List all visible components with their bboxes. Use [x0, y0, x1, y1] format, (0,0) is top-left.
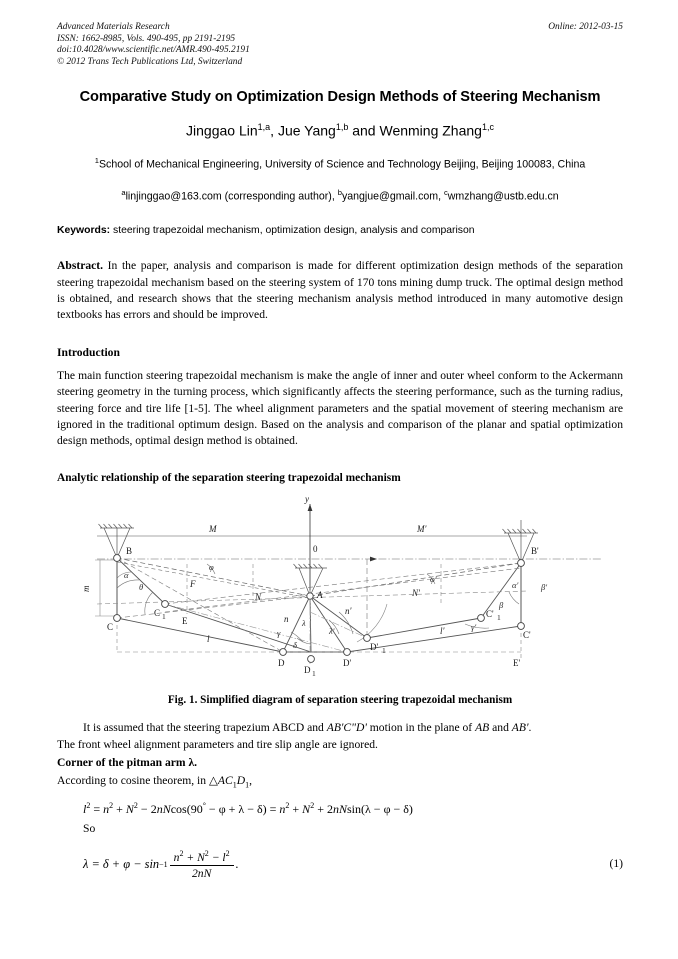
label-B: B	[126, 545, 133, 556]
eq-plus2: +	[289, 802, 303, 817]
steering-mechanism-diagram	[57, 492, 623, 688]
label-alpha-prime: α'	[512, 579, 519, 590]
author-two-sup: 1,b	[335, 122, 349, 133]
affiliation-sup: 1	[94, 156, 99, 166]
eq1-num-plus: +	[183, 851, 198, 865]
label-y-axis: y	[305, 493, 309, 504]
email-sup-a: a	[121, 187, 126, 197]
corner-heading: Corner of the pitman arm λ.	[57, 755, 198, 769]
equation-1-row	[57, 845, 623, 885]
assumption-italic-2: AB	[475, 720, 490, 734]
eq-t3: nN	[156, 802, 171, 817]
equation-cosine	[57, 797, 623, 818]
eq-t4-sup: 2	[285, 801, 290, 811]
author-one: Jinggao Lin	[186, 123, 258, 140]
eq1-period: .	[235, 857, 239, 872]
analytic-heading: Analytic relationship of the separation steering trapezoidal mechanism	[57, 471, 401, 484]
eq-t4: n	[279, 802, 286, 817]
so-label: So	[83, 822, 96, 836]
eq-plus1: +	[113, 802, 126, 817]
journal-doi: doi:10.4028/www.scientific.net/AMR.490-495.2191	[57, 45, 250, 56]
label-D1: D	[304, 664, 311, 675]
eq1-num-N-sup: 2	[204, 849, 209, 859]
eq-plus3: + 2	[314, 802, 333, 817]
label-E-prime: E'	[513, 657, 521, 668]
label-beta: β	[499, 599, 504, 610]
label-C1-sub: 1	[162, 611, 166, 621]
assumption-paragraph	[57, 720, 623, 737]
figure-caption: Fig. 1. Simplified diagram of separation steering trapezoidal mechanism	[167, 693, 513, 706]
eq-t2: N	[125, 802, 134, 817]
label-M-prime: M'	[417, 523, 427, 534]
page-content	[57, 22, 623, 885]
figure-1	[57, 492, 623, 688]
label-C1-prime: C'	[486, 608, 494, 619]
label-delta: δ	[293, 639, 297, 650]
author-one-sup: 1,a	[257, 122, 271, 133]
eq-equals: =	[90, 802, 104, 817]
journal-copyright: © 2012 Trans Tech Publications Ltd, Switzerland	[57, 56, 243, 67]
cosine-triangle-sub: 1	[232, 779, 237, 789]
eq-inner1: − φ + λ − δ) =	[205, 802, 280, 817]
journal-header	[57, 22, 623, 68]
assumption-pre: It is assumed that the steering trapezium ABCD and	[83, 720, 327, 734]
affiliation	[57, 153, 623, 173]
author-sep-two: and Wenming Zhang	[348, 123, 482, 140]
label-alpha: α	[124, 569, 129, 580]
email-sup-c: c	[443, 187, 448, 197]
assumption-mid: motion in the plane of	[366, 720, 476, 734]
eq1-num-N: N	[197, 851, 205, 865]
label-A: A	[317, 589, 323, 600]
diagram-labels	[81, 494, 547, 678]
label-lambda-prime: λ'	[329, 625, 335, 636]
label-N: N	[255, 591, 262, 602]
label-origin: 0	[313, 543, 318, 554]
cosine-triangle: △AC	[208, 773, 233, 787]
eq-sin: sin(λ − φ − δ)	[346, 802, 413, 817]
eq-minus1: − 2	[137, 802, 157, 817]
eq-t5: N	[302, 802, 311, 817]
email-b: yangjue@gmail.com,	[341, 190, 444, 203]
assumption-line-two: The front wheel alignment parameters and tire slip angle are ignored.	[57, 738, 378, 752]
label-theta: θ	[139, 581, 144, 592]
equation-1-number: (1)	[609, 857, 623, 871]
label-gamma: γ	[277, 627, 281, 638]
introduction-heading: Introduction	[57, 345, 120, 359]
label-phi: φ	[209, 561, 214, 572]
eq1-denominator: 2nN	[191, 867, 212, 881]
cosine-intro-text: According to cosine theorem, in	[57, 773, 209, 787]
equation-1-math	[83, 849, 239, 880]
label-l-prime: l'	[440, 625, 445, 636]
label-C-prime: C'	[523, 629, 531, 640]
eq1-num-minus: −	[208, 851, 223, 865]
eq-t1-sup: 2	[109, 801, 114, 811]
author-emails	[57, 185, 623, 205]
cosine-triangle-end: ,	[249, 773, 252, 787]
eq1-inverse-sup: −1	[159, 860, 168, 870]
eq-t6: nN	[332, 802, 347, 817]
assumption-italic-3: AB'	[511, 720, 529, 734]
email-c: wmzhang@ustb.edu.cn	[447, 190, 559, 203]
abstract-label: Abstract.	[57, 259, 104, 273]
equation-cosine-math	[83, 802, 413, 816]
assumption-italic-1: AB'C"D'	[326, 720, 367, 734]
label-F: F	[190, 578, 196, 589]
journal-name: Advanced Materials Research	[57, 22, 170, 32]
eq1-num-n-sup: 2	[179, 849, 184, 859]
label-C1: C	[154, 607, 161, 618]
page-title: Comparative Study on Optimization Design Methods of Steering Mechanism	[79, 89, 601, 106]
introduction-paragraph: The main function steering trapezoidal mechanism is make the angle of inner and outer wheel conform to the Ackermann steering geometry in the turning process, which significantly affects the steering performance, such as the turning radius, steering force and tire life [1-5]. The wheel alignment parameters and the spatial movement of steering mechanism are ignored in the traditional optimum design. Based on the analysis and comparison of the planar and spatial optimization design methods, optimal design method is obtained.	[57, 368, 623, 448]
label-D1-sub: 1	[312, 668, 316, 678]
label-E: E	[182, 615, 188, 626]
eq1-num-l: l	[222, 851, 226, 865]
eq-lhs-sup: 2	[86, 801, 91, 811]
cosine-triangle-d: D	[236, 773, 246, 787]
eq-t2-sup: 2	[133, 801, 138, 811]
online-date: Online: 2012-03-15	[548, 22, 623, 32]
abstract-block	[57, 258, 623, 324]
eq1-num-n: n	[173, 851, 180, 865]
eq-t5-sup: 2	[310, 801, 315, 811]
affiliation-text: School of Mechanical Engineering, University of Science and Technology Beijing, Beijing 100083, China	[98, 158, 586, 171]
eq1-num-l-sup: 2	[225, 849, 230, 859]
label-M: M	[209, 523, 217, 534]
label-n-prime: n'	[345, 605, 352, 616]
eq1-lhs: λ = δ + φ − sin	[83, 857, 160, 872]
email-a: linjinggao@163.com (corresponding author),	[125, 190, 338, 203]
label-m: m	[81, 585, 91, 592]
eq-deg: °	[202, 801, 206, 811]
cosine-triangle-dsub: 1	[245, 779, 250, 789]
journal-issn: ISSN: 1662-8985, Vols. 490-495, pp 2191-2195	[57, 33, 236, 44]
label-phi-prime: φ'	[430, 573, 437, 584]
eq-cos: cos(90	[170, 802, 203, 817]
author-three-sup: 1,c	[481, 122, 494, 133]
label-B-prime: B'	[531, 545, 539, 556]
label-gamma-prime: γ'	[471, 621, 477, 632]
keywords-label: Keywords:	[57, 225, 111, 237]
label-C1-prime-sub: 1	[497, 612, 501, 622]
label-lambda: λ	[302, 617, 306, 628]
label-D1-prime-sub: 1	[382, 645, 386, 655]
keywords-line	[57, 224, 623, 238]
abstract-text: In the paper, analysis and comparison is made for different optimization design methods of the separation steering trapezoidal mechanism based on the steering system of 170 tons mining dump truck. The optimal design method is obtained, and research shows that the steering mechanism analysis method introduced in many automotive design textbooks has errors and should be improved.	[57, 259, 623, 322]
cosine-intro	[57, 773, 623, 794]
label-C: C	[107, 621, 114, 632]
label-n: n	[284, 613, 289, 624]
label-N-prime: N'	[412, 587, 420, 598]
author-sep-one: , Jue Yang	[270, 123, 336, 140]
label-D: D	[278, 657, 285, 668]
eq1-numerator	[170, 849, 234, 866]
label-beta-prime: β'	[541, 581, 548, 592]
keywords-value: steering trapezoidal mechanism, optimization design, analysis and comparison	[110, 225, 475, 237]
label-D-prime: D'	[343, 657, 352, 668]
eq-t1: n	[103, 802, 110, 817]
email-sup-b: b	[337, 187, 342, 197]
eq-lhs: l	[83, 802, 87, 817]
eq1-fraction	[170, 849, 234, 880]
label-l: l	[207, 633, 210, 644]
label-D1-prime: D'	[370, 641, 379, 652]
assumption-end: .	[528, 720, 532, 734]
author-list	[57, 118, 623, 140]
assumption-and: and	[489, 720, 512, 734]
